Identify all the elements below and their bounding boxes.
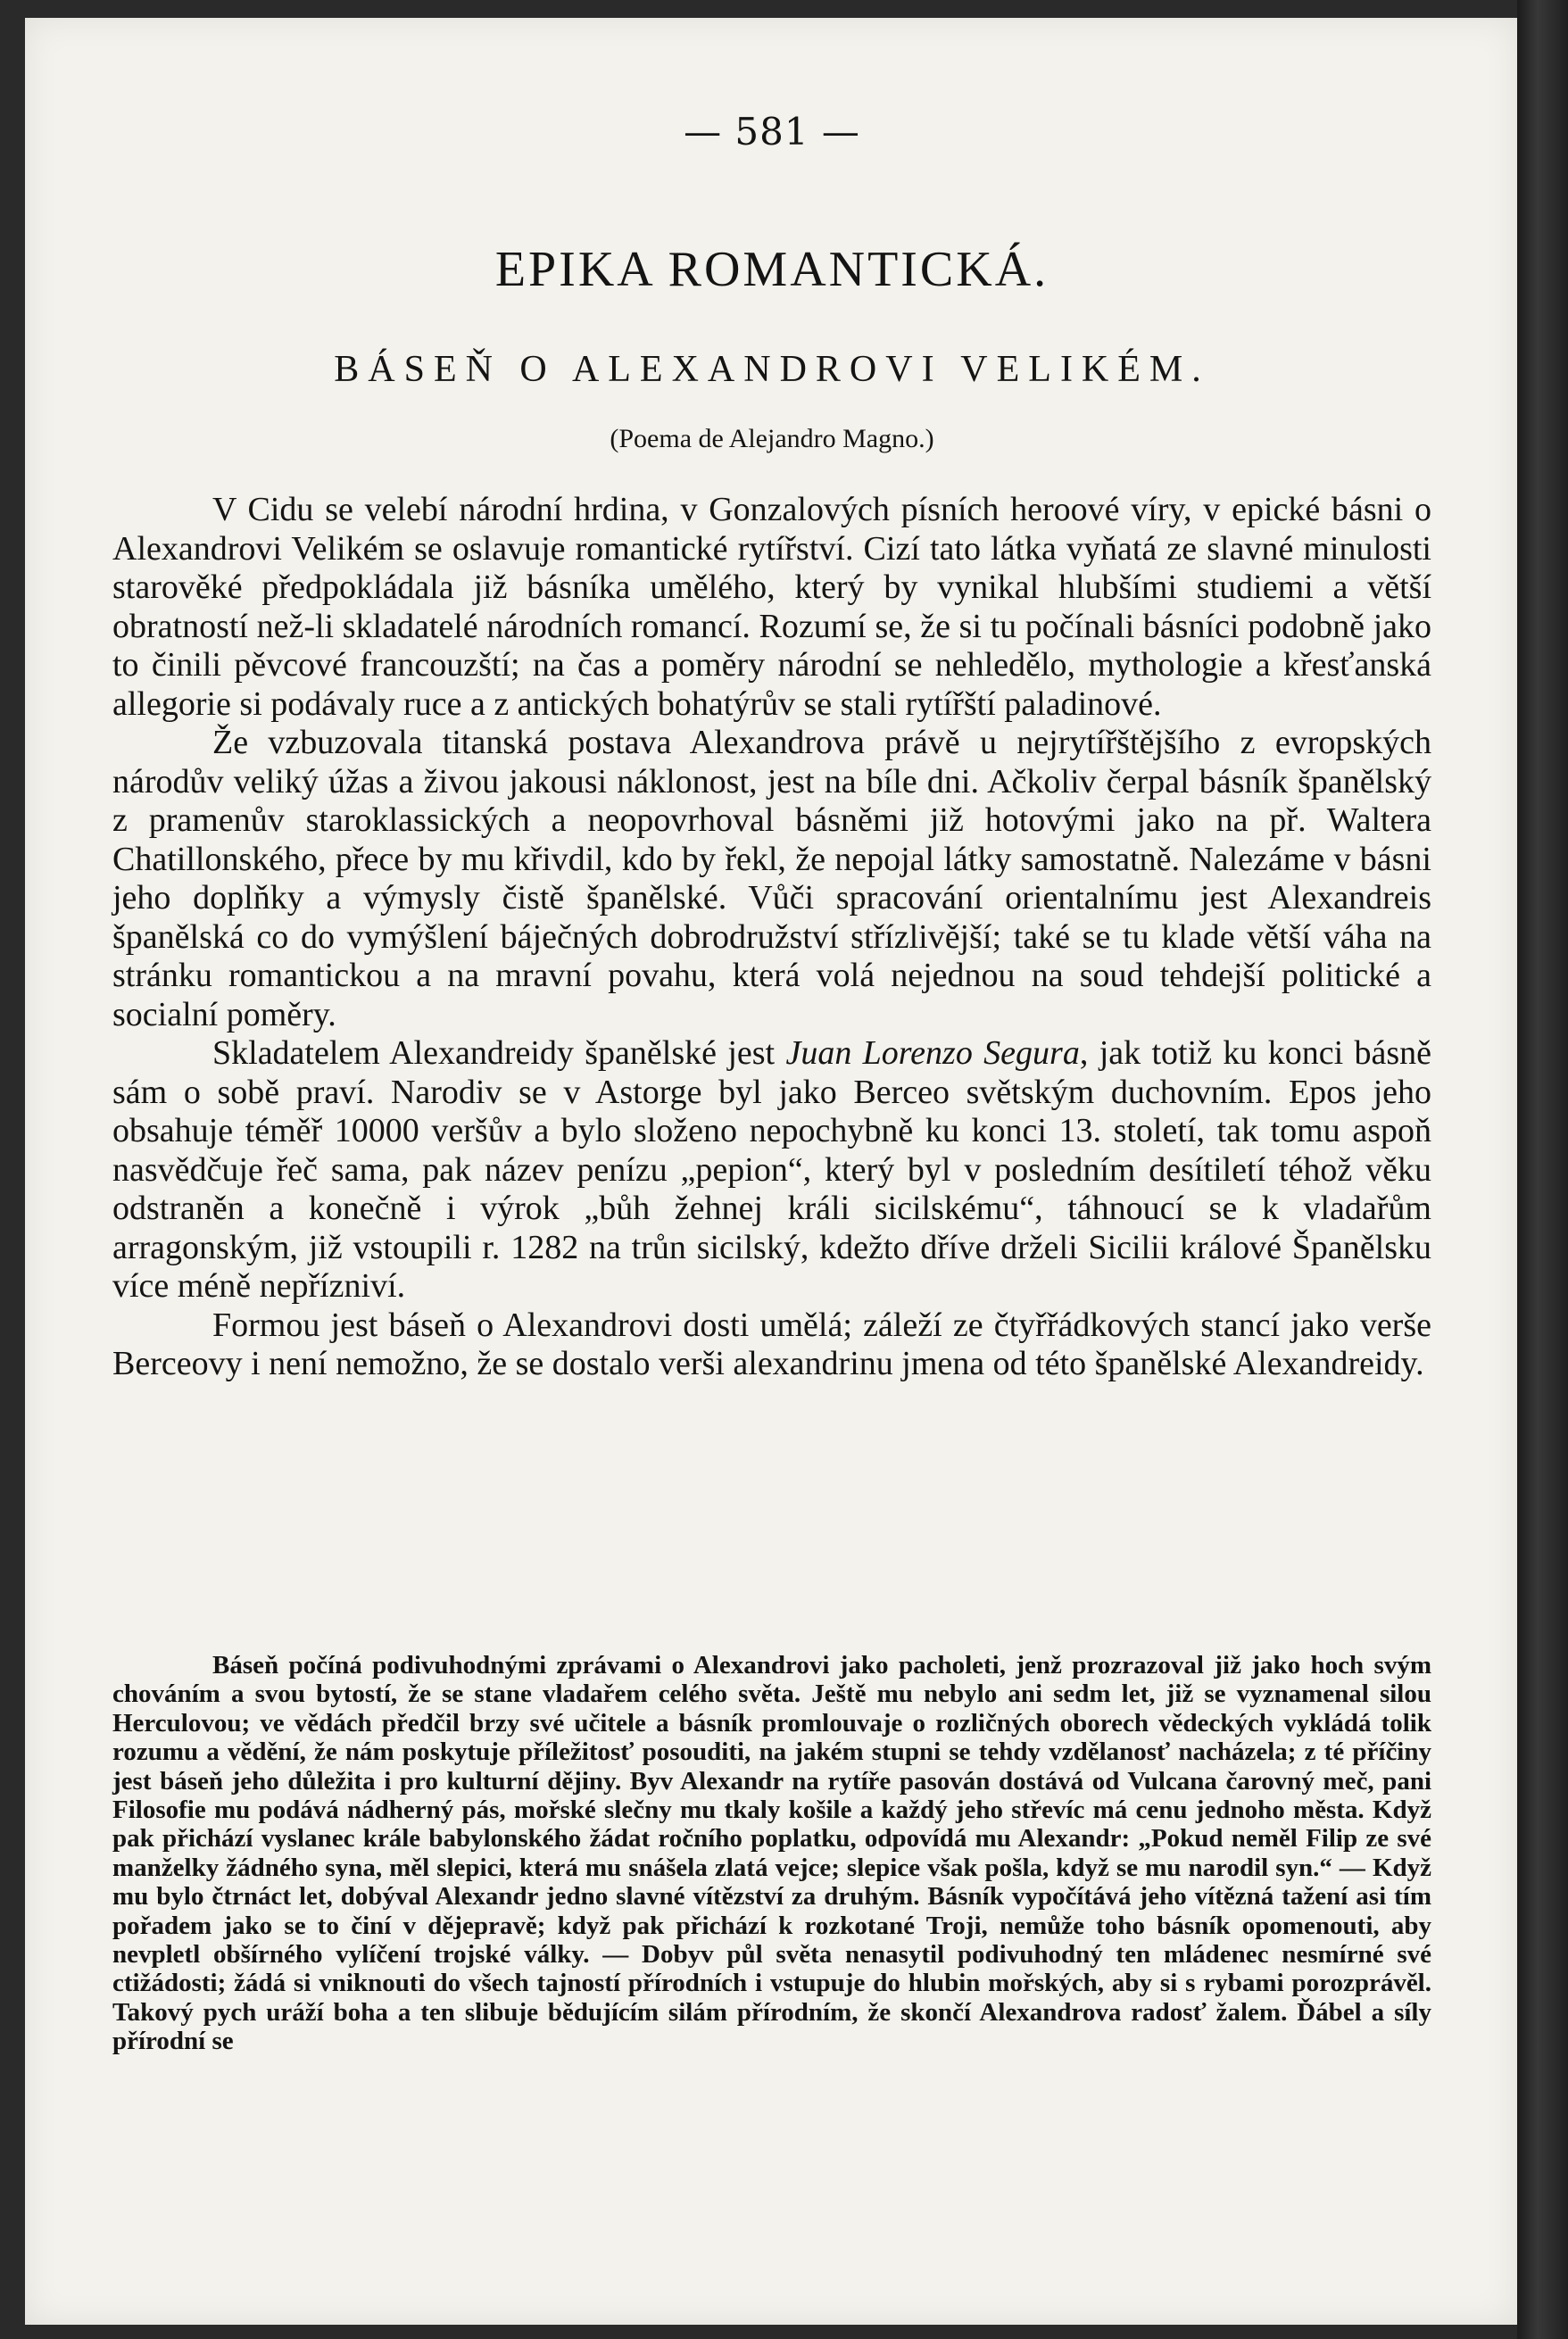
poem-subtitle: (Poema de Alejandro Magno.) xyxy=(610,424,934,453)
paragraph-3 xyxy=(112,1034,1431,1306)
author-name: Juan Lorenzo Segura xyxy=(785,1034,1080,1072)
book-spine-edge xyxy=(1517,0,1568,2339)
paragraph-2: Že vzbuzovala titanská postava Alexandrova právě u nejrytířštějšího z evropských národův veliký úžas a živou jakousi náklonost, jest na bíle dni. Ačkoliv čerpal básník španělský z pramenův staroklassických a neopovrhoval básněmi již hotovými jako na př. Waltera Chatillonského, přece by mu křivdil, kdo by řekl, že nepojal látky samostatně. Nalezáme v básni jeho doplňky a výmysly čistě španělské. Vůči spracování orientalnímu jest Alexandreis španělská co do vymýšlení báječných dobrodružství střízlivější; také se tu klade větší váha na stránku romantickou a na mravní povahu, která volá nejednou na soud tehdejší politické a socialní poměry. xyxy=(112,724,1431,1033)
note-paragraph: Báseň počíná podivuhodnými zprávami o Alexandrovi jako pacholeti, jenž prozrazoval již jako hoch svým chováním a svou bytostí, že se stane vladařem celého světa. Ještě mu nebylo ani sedm let, již se vyznamenal silou Herculovou; ve vědách předčil brzy své učitele a básník promlouvaje o rozličných oborech vědeckých vykládá tolik rozumu a vědění, že nám poskytuje příležitosť posouditi, na jakém stupni se tehdy vzdělanosť nacházela; z té příčiny jest báseň jeho důležita i pro kulturní dějiny. Byv Alexandr na rytíře pasován dostává od Vulcana čarovný meč, pani Filosofie mu podává nádherný pás, mořské slečny mu tkaly košile a každý jeho střevíc má cenu jednoho města. Když pak přichází vyslanec krále babylonského žádat ročního poplatku, odpovídá mu Alexandr: „Pokud neměl Filip ze své manželky žádného syna, měl slepici, která mu snášela zlatá vejce; slepice však pošla, když se mu narodil syn.“ — Když mu bylo čtrnáct let, dobýval Alexandr jedno slavné vítězství za druhým. Básník vypočítává jeho vítězná tažení asi tím pořadem jako se to činí v dějepravě; když pak přichází k rozkotané Troji, nemůže toho básník opomenouti, aby nevpletl obšírného vylíčení trojské války. — Dobyv půl světa nenasytil podivuhodný ten mládenec nesmírné své ctižádosti; žádá si vniknouti do všech tajností přírodních i vstupuje do hlubin mořských, aby si s rybami porozprávěl. Takový pych uráží boha a ten slibuje bědujícím silám přírodním, že skončí Alexandrova radosť žalem. Ďábel a síly přírodní se xyxy=(112,1651,1431,2056)
book-page xyxy=(25,18,1517,2325)
page-number: — 581 — xyxy=(684,110,860,153)
small-print-text xyxy=(112,1651,1431,2056)
paragraph-4: Formou jest báseň o Alexandrovi dosti umělá; záleží ze čtyřřádkových stancí jako verše Berceovy i není nemožno, že se dostalo verši alexandrinu jmena od této španělské Alexandreidy. xyxy=(112,1306,1431,1382)
paragraph-1: V Cidu se velebí národní hrdina, v Gonzalových písních heroové víry, v epické básni o Alexandrovi Velikém se oslavuje romantické rytířství. Cizí tato látka vyňatá ze slavné minulosti starověké předpokládala již básníka umělého, který by vynikal hlubšími studiemi a větší obratností než-li skladatelé národních romancí. Rozumí se, že si tu počínali básníci podobně jako to činili pěvcové francouzští; na čas a poměry národní se nehledělo, mythologie a křesťanská allegorie si podávaly ruce a z antických bohatýrův se stali rytířští paladinové. xyxy=(112,491,1431,723)
author-para-before: Skladatelem Alexandreidy španělské jest xyxy=(212,1034,786,1072)
author-para-after: , jak totiž ku konci básně sám o sobě praví. Narodiv se v Astorge byl jako Berceo světským duchovním. Epos jeho obsahuje téměř 10000 veršův a bylo složeno nepochybně ku konci 13. století, tak tomu aspoň nasvědčuje řeč sama, pak název penízu „pepion“, který byl v posledním desítiletí téhož věku odstraněn a konečně i výrok „bůh žehnej králi sicilskému“, táhnoucí se k vladařům arragonským, již vstoupili r. 1282 na trůn sicilský, kdežto dříve drželi Sicilii králové Španělsku více méně nepřízniví. xyxy=(112,1034,1431,1305)
section-title: EPIKA ROMANTICKÁ. xyxy=(494,242,1049,297)
poem-title: BÁSEŇ O ALEXANDROVI VELIKÉM. xyxy=(334,349,1210,390)
main-text xyxy=(112,491,1431,1384)
